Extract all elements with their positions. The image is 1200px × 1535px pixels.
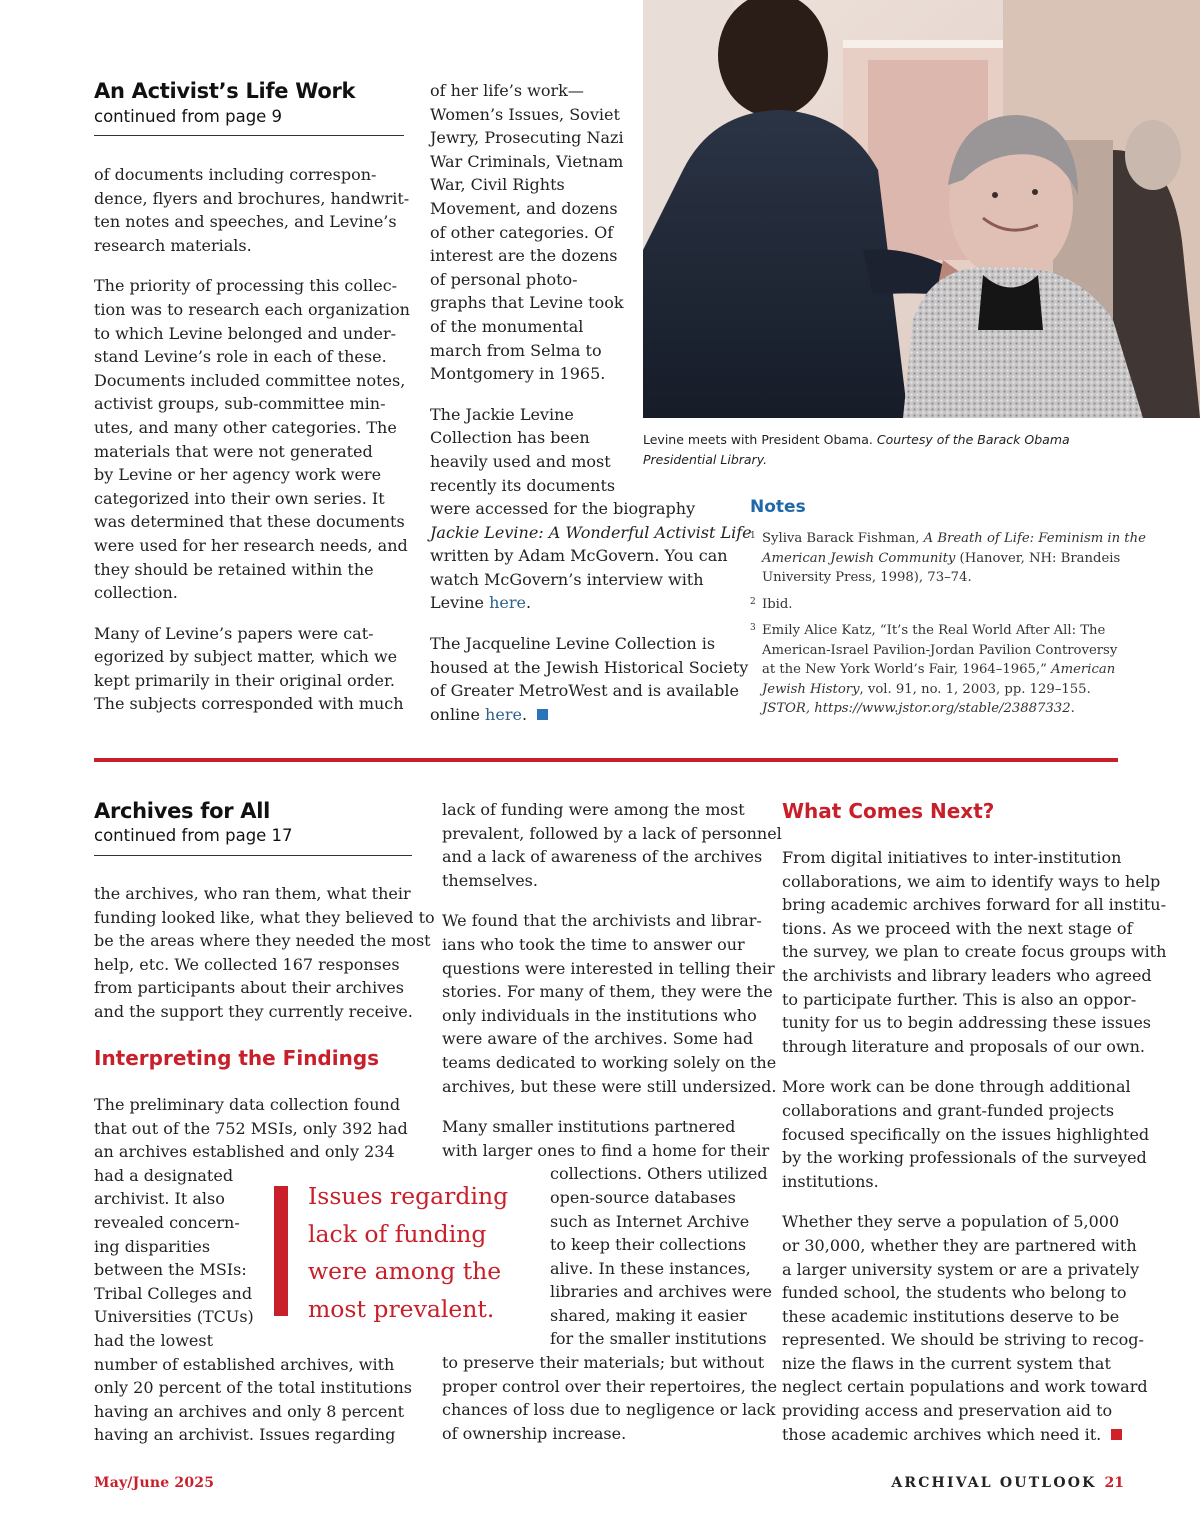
text-line: chances of loss due to negligence or lack	[442, 1400, 776, 1420]
text-line: only individuals in the institutions who	[442, 1005, 757, 1025]
notes-heading: Notes	[750, 497, 806, 517]
text-line: alive. In these instances,	[550, 1258, 751, 1278]
article2-title-rule	[94, 855, 412, 856]
paragraph	[442, 798, 782, 892]
text-line: the survey, we plan to create focus groups with	[782, 942, 1167, 962]
text-line: Women’s Issues, Soviet	[430, 104, 620, 124]
what-comes-next-heading: What Comes Next?	[782, 799, 995, 823]
text-line: between the MSIs:	[94, 1260, 247, 1280]
text-line: We found that the archivists and librar-	[442, 911, 762, 931]
text-line: of documents including correspon-	[94, 165, 377, 184]
text-line: and the support they currently receive.	[94, 1001, 413, 1021]
text-line: Many smaller institutions partnered	[442, 1117, 736, 1137]
text-line: to keep their collections	[550, 1235, 747, 1255]
here-link-collection[interactable]: here	[485, 704, 522, 724]
text-line: having an archives and only 8 percent	[94, 1401, 405, 1421]
text-line: the archivists and library leaders who agreed	[782, 965, 1152, 985]
text-line: were accessed for the biography	[430, 499, 696, 519]
text-line: only 20 percent of the total institutions	[94, 1378, 413, 1398]
text-line: to participate further. This is also an oppor-	[782, 989, 1137, 1009]
text-line: of personal photo-	[430, 269, 578, 289]
text-line: The priority of processing this collec-	[94, 276, 398, 296]
text-line: number of established archives, with	[94, 1354, 395, 1374]
text-line: tions. As we proceed with the next stage of	[782, 918, 1133, 938]
text-line: From digital initiatives to inter-institution	[782, 848, 1122, 867]
text-line: kept primarily in their original order.	[94, 670, 395, 690]
text-line: collections. Others utilized	[550, 1164, 768, 1184]
text-line: tion was to research each organization	[94, 299, 410, 319]
paragraph: The Jackie Levine Collection has been heavily used and most recently its documents were accessed for the biography Jackie Levine: A Wonderful Activist Life written by Adam McGovern. You can watch McGovern’s interview with Levine here.	[430, 404, 752, 613]
text-line: ten notes and speeches, and Levine’s	[94, 212, 397, 232]
here-link-interview[interactable]: here	[489, 593, 527, 613]
notes-list	[750, 529, 1146, 726]
note-2: 2 Ibid.	[750, 596, 793, 612]
text-line: to preserve their materials; but without	[442, 1353, 765, 1373]
end-mark-icon	[537, 709, 548, 720]
text-line: by Levine or her agency work were	[94, 465, 382, 485]
photo-caption: Levine meets with President Obama. Courtesy of the Barack Obama Presidential Library.	[643, 432, 1070, 467]
text-line: ians who took the time to answer our	[442, 934, 745, 954]
text-line: of the monumental	[430, 316, 584, 336]
text-line: march from Selma to	[430, 340, 602, 360]
text-line: having an archivist. Issues regarding	[94, 1425, 396, 1445]
text-line: be the areas where they needed the most	[94, 931, 431, 951]
text-line: themselves.	[442, 870, 538, 890]
text-line: More work can be done through additional	[782, 1077, 1131, 1097]
text-line: archives, but these were still undersized.	[442, 1076, 777, 1096]
article2-column-1-top	[94, 882, 435, 1041]
text-line: archivist. It also	[94, 1189, 225, 1209]
text-line: represented. We should be striving to recog-	[782, 1330, 1144, 1350]
text-line: of other categories. Of	[430, 222, 614, 242]
paragraph: Whether they serve a population of 5,000 or 30,000, whether they are partnered with a larger university system or are a privately funded school, the students who belong to these academic institutions deserve to be represented. We should be striving to recog- nize the flaws in the current system that neglect certain populations and work toward providing access and preservation aid to those academic archives which need it.	[782, 1212, 1148, 1444]
text-line: of Greater MetroWest and is available	[430, 681, 739, 701]
paragraph	[442, 1115, 778, 1445]
text-line: focused specifically on the issues highlighted	[782, 1124, 1150, 1144]
text-line: ing disparities	[94, 1236, 211, 1256]
text-line: nize the flaws in the current system that	[782, 1353, 1111, 1373]
page-number: 21	[1104, 1475, 1124, 1491]
footer-issue-date: May/June 2025	[94, 1475, 215, 1491]
text-line: Montgomery in 1965.	[430, 364, 606, 384]
text-line: The Jackie Levine	[430, 404, 574, 424]
paragraph	[442, 909, 777, 1098]
text-line: written by Adam McGovern. You can	[430, 546, 728, 566]
text-line: War, Civil Rights	[430, 175, 565, 195]
section-divider	[94, 758, 1118, 762]
text-line: and a lack of awareness of the archives	[442, 847, 763, 867]
text-line: through literature and proposals of our own.	[782, 1036, 1145, 1056]
interpreting-findings-heading: Interpreting the Findings	[94, 1046, 380, 1070]
paragraph	[782, 846, 1167, 1058]
text-line: The preliminary data collection found	[94, 1095, 401, 1114]
text-line: interest are the dozens	[430, 246, 618, 266]
text-line: from participants about their archives	[94, 978, 404, 998]
text-line: questions were interested in telling their	[442, 958, 775, 978]
text-line: institutions.	[782, 1171, 879, 1191]
text-line: Movement, and dozens	[430, 198, 618, 218]
photo-levine-obama	[643, 0, 1200, 418]
text-line: libraries and archives were	[550, 1282, 773, 1302]
paragraph	[94, 274, 410, 604]
text-line: lack of funding	[308, 1219, 487, 1248]
text-line: that out of the 752 MSIs, only 392 had	[94, 1118, 408, 1138]
text-line: activist groups, sub-committee min-	[94, 394, 386, 414]
paragraph	[94, 163, 410, 257]
text-line: funded school, the students who belong to	[782, 1283, 1127, 1303]
text-line: collection.	[94, 583, 178, 603]
text-line: housed at the Jewish Historical Society	[430, 657, 749, 677]
text-line: tunity for us to begin addressing these issues	[782, 1013, 1152, 1033]
text-line: Jewry, Prosecuting Nazi	[430, 128, 624, 148]
text-line: proper control over their repertoires, the	[442, 1376, 778, 1396]
text-line: of her life’s work—	[430, 81, 584, 100]
text-line: a larger university system or are a privately	[782, 1259, 1140, 1279]
text-line: help, etc. We collected 167 responses	[94, 954, 400, 974]
text-line: Issues regarding	[308, 1182, 509, 1210]
text-line: categorized into their own series. It	[94, 488, 385, 508]
text-line: egorized by subject matter, which we	[94, 647, 398, 667]
note-3: 3 Emily Alice Katz, “It’s the Real World After All: The American-Israel Pavilion-Jordan Pavilion Controversy at the New York World’s Fair, 1964–1965,” American Jewish History, vol. 91, no. 1, 2003, pp. 129–155. JSTOR, https://www.jstor.org/stable/23887332.	[750, 623, 1118, 716]
text-line: Documents included committee notes,	[94, 370, 406, 390]
paragraph	[782, 1075, 1150, 1193]
text-line: were among the	[308, 1257, 502, 1285]
text-line: teams dedicated to working solely on the	[442, 1052, 777, 1072]
text-line: Tribal Colleges and	[94, 1283, 253, 1303]
text-line: by the working professionals of the surveyed	[782, 1148, 1147, 1168]
text-line: had a designated	[94, 1165, 234, 1185]
text-line: most prevalent.	[308, 1294, 495, 1323]
article2-column-3	[782, 846, 1167, 1463]
footer-magazine: ARCHIVAL OUTLOOK 21	[891, 1475, 1124, 1491]
text-line: research materials.	[94, 235, 252, 255]
text-line: of ownership increase.	[442, 1423, 627, 1443]
text-line: prevalent, followed by a lack of personnel	[442, 823, 782, 843]
text-line: The Jacqueline Levine Collection is	[430, 634, 716, 654]
text-line: collaborations and grant-funded projects	[782, 1100, 1115, 1120]
text-line: utes, and many other categories. The	[94, 417, 397, 437]
text-line: to which Levine belonged and under-	[94, 323, 397, 343]
text-line: materials that were not generated	[94, 441, 373, 461]
text-line: they should be retained within the	[94, 559, 374, 579]
book-title: Jackie Levine: A Wonderful Activist Life	[430, 522, 752, 542]
text-line: dence, flyers and brochures, handwrit-	[94, 188, 410, 208]
text-line: War Criminals, Vietnam	[430, 151, 624, 171]
article1-column-1	[94, 163, 410, 733]
text-line: revealed concern-	[94, 1212, 240, 1232]
text-line: bring academic archives forward for all institu-	[782, 895, 1166, 915]
text-line: Universities (TCUs)	[94, 1307, 254, 1327]
text-line: watch McGovern’s interview with	[430, 569, 704, 589]
end-mark-icon	[1111, 1429, 1122, 1440]
text-line: stand Levine’s role in each of these.	[94, 347, 387, 367]
text-line: stories. For many of them, they were the	[442, 982, 773, 1002]
article1-title: An Activist’s Life Work	[94, 79, 356, 103]
text-line: shared, making it easier	[550, 1305, 747, 1325]
paragraph: The Jacqueline Levine Collection is housed at the Jewish Historical Society of Greater MetroWest and is available online here.	[430, 634, 749, 724]
text-line: an archives established and only 234	[94, 1142, 395, 1162]
text-line: Whether they serve a population of 5,000	[782, 1212, 1120, 1232]
note-1: 1 Syliva Barack Fishman, A Breath of Life: Feminism in the American Jewish Community (Hanover, NH: Brandeis University Press, 1998), 73–74.	[750, 531, 1146, 585]
article2-continued: continued from page 17	[94, 826, 293, 845]
text-line: The subjects corresponded with much	[94, 694, 404, 714]
text-line: these academic institutions deserve to be	[782, 1306, 1120, 1326]
text-line: lack of funding were among the most	[442, 800, 745, 819]
article1-title-rule	[94, 135, 404, 136]
text-line: providing access and preservation aid to	[782, 1401, 1113, 1421]
text-line: funding looked like, what they believed to	[94, 907, 435, 927]
jstor-link[interactable]: JSTOR, https://www.jstor.org/stable/23887332	[762, 701, 1071, 716]
paragraph	[94, 622, 404, 716]
text-line: Collection has been	[430, 428, 590, 448]
text-line: Many of Levine’s papers were cat-	[94, 623, 374, 643]
text-line: such as Internet Archive	[550, 1211, 750, 1231]
text-line: with larger ones to find a home for their	[442, 1140, 770, 1160]
text-line: heavily used and most	[430, 451, 611, 471]
pullquote-bar	[274, 1186, 288, 1316]
text-line: were used for her research needs, and	[94, 535, 408, 555]
text-line: or 30,000, whether they are partnered with	[782, 1235, 1137, 1255]
text-line: was determined that these documents	[94, 512, 405, 532]
text-line: collaborations, we aim to identify ways to help	[782, 871, 1161, 891]
article1-continued: continued from page 9	[94, 107, 283, 126]
text-line: recently its documents	[430, 475, 616, 495]
text-line: for the smaller institutions	[550, 1329, 767, 1349]
text-line: had the lowest	[94, 1330, 214, 1350]
text-line: open-source databases	[550, 1187, 736, 1207]
paragraph	[94, 882, 435, 1024]
text-line: neglect certain populations and work toward	[782, 1377, 1148, 1397]
text-line: graphs that Levine took	[430, 293, 624, 313]
text-line: were aware of the archives. Some had	[442, 1029, 754, 1049]
text-line: the archives, who ran them, what their	[94, 884, 411, 903]
article2-title: Archives for All	[94, 799, 271, 823]
article2-column-2	[442, 798, 782, 1445]
